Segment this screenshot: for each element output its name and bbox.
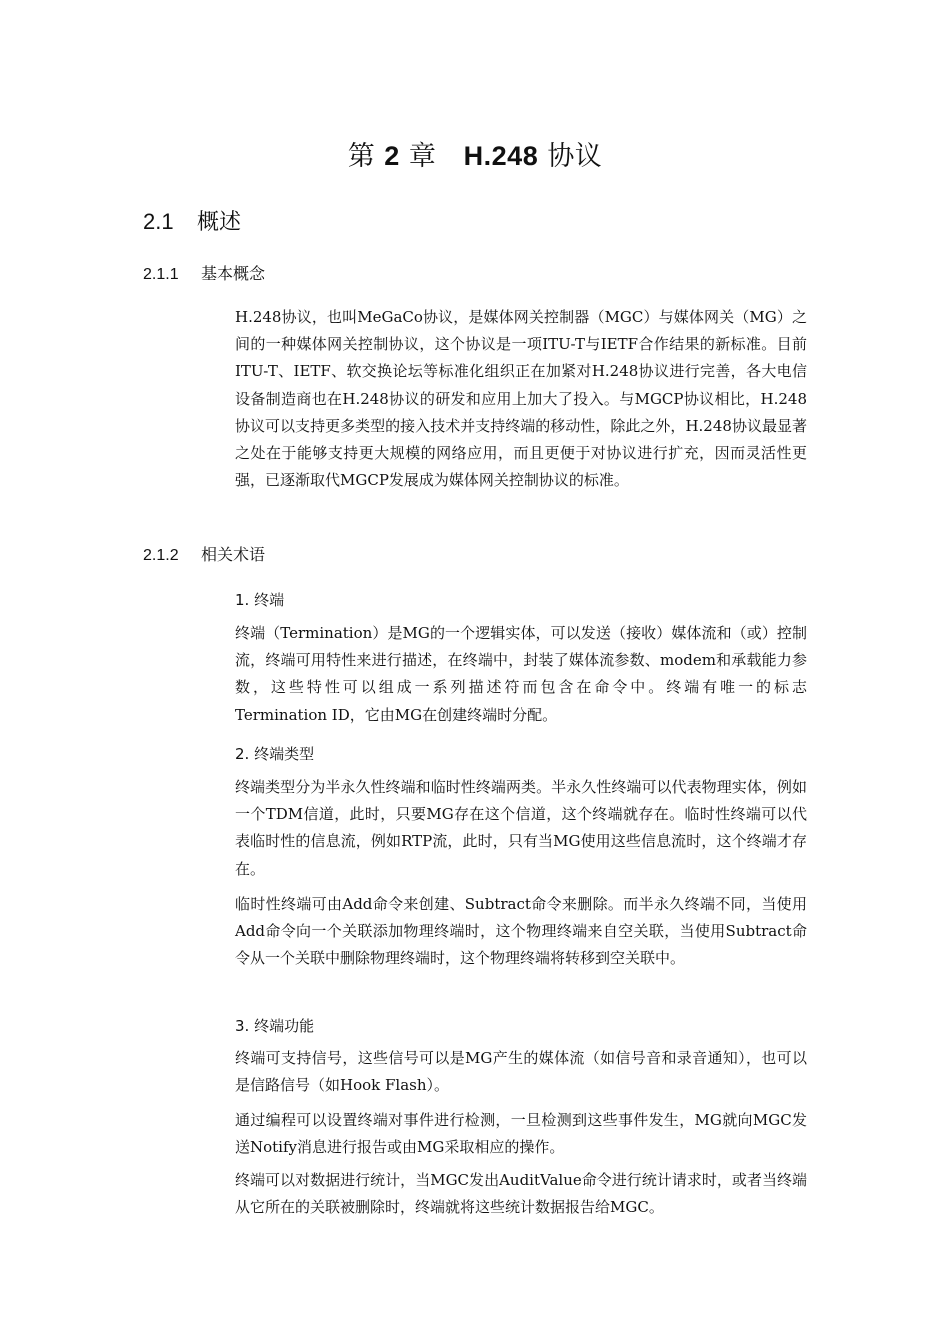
paragraph-termination-types-2: 临时性终端可由Add命令来创建、Subtract命令来删除。而半永久终端不同，当使用Add命令向一个关联添加物理终端时，这个物理终端来自空关联，当使用Subtract命令从一个关联中删除物理终端时，这个物理终端将转移到空关联中。 [235,895,807,968]
paragraph-termination-functions-2: 通过编程可以设置终端对事件进行检测，一旦检测到这些事件发生，MG就向MGC发送Notify消息进行报告或由MG采取相应的操作。 [235,1111,807,1157]
chapter-title-tail: 协议 [547,141,603,172]
chapter-number: 2 [384,141,400,171]
paragraph-termination-functions-3: 终端可以对数据进行统计，当MGC发出AuditValue命令进行统计请求时，或者当终端从它所在的关联被删除时，终端就将这些统计数据报告给MGC。 [235,1171,807,1217]
paragraph-termination: 终端（Termination）是MG的一个逻辑实体，可以发送（接收）媒体流和（或）控制流，终端可用特性来进行描述，在终端中，封装了媒体流参数、modem和承载能力参数，这些特性可以组成一系列描述符而包含在命令中。终端有唯一的标志Termination ID，它由MG在创建终端时分配。 [235,624,807,724]
item-heading-termination-functions: 3. 终端功能 [235,1017,315,1035]
section-heading [143,206,241,239]
subsection-number: 2.1.2 [143,547,179,564]
chapter-title [0,136,950,177]
section-title: 概述 [197,210,242,235]
subsection-title: 相关术语 [201,545,266,564]
chapter-protocol: H.248 [463,141,539,171]
paragraph-basic-concepts: H.248协议，也叫MeGaCo协议，是媒体网关控制器（MGC）与媒体网关（MG）之间的一种媒体网关控制协议，这个协议是一项ITU-T与IETF合作结果的新标准。目前ITU-T、IETF、软交换论坛等标准化组织正在加紧对H.248协议进行完善，各大电信设备制造商也在H.248协议的研发和应用上加大了投入。与MGCP协议相比，H.248协议可以支持更多类型的接入技术并支持终端的移动性，除此之外，H.248协议最显著之处在于能够支持更大规模的网络应用，而且更便于对协议进行扩充，因而灵活性更强，已逐渐取代MGCP发展成为媒体网关控制协议的标准。 [235,308,807,490]
paragraph-termination-types-1: 终端类型分为半永久性终端和临时性终端两类。半永久性终端可以代表物理实体，例如一个TDM信道，此时，只要MG存在这个信道，这个终端就存在。临时性终端可以代表临时性的信息流，例如RTP流，此时，只有当MG使用这些信息流时，这个终端才存在。 [235,778,807,878]
section-number: 2.1 [143,209,174,234]
subsection-heading-terms [143,543,265,568]
chapter-suffix: 章 [408,141,437,172]
subsection-number: 2.1.1 [143,266,179,283]
item-heading-termination-types: 2. 终端类型 [235,745,315,763]
subsection-title: 基本概念 [201,264,266,283]
paragraph-termination-functions-1: 终端可支持信号，这些信号可以是MG产生的媒体流（如信号音和录音通知），也可以是信路信号（如Hook Flash）。 [235,1049,807,1095]
subsection-heading-basic-concepts [143,262,265,287]
item-heading-termination: 1. 终端 [235,591,285,609]
chapter-prefix: 第 [347,141,376,172]
